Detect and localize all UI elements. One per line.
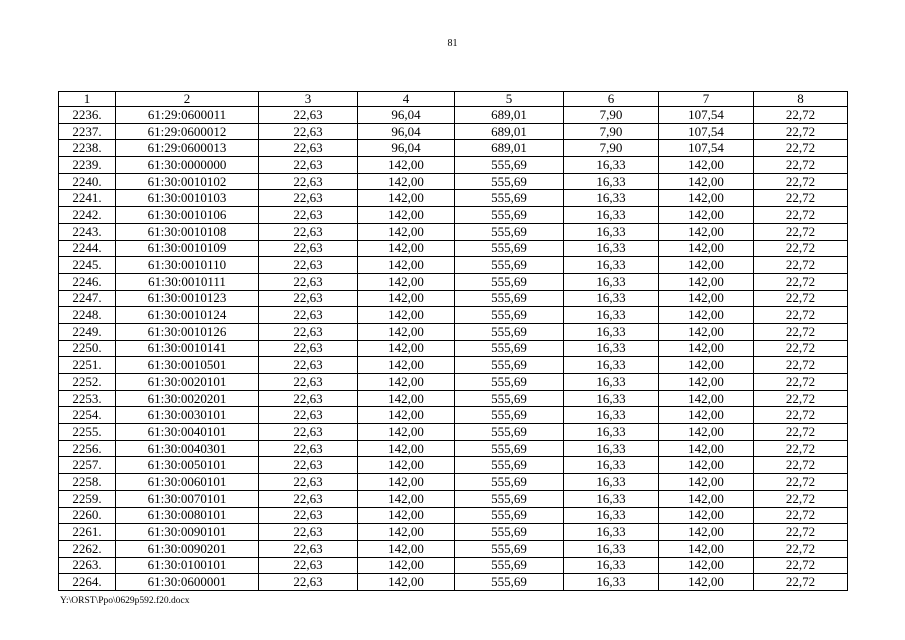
- table-cell: 7,90: [564, 107, 659, 124]
- table-header-row: [59, 92, 848, 107]
- table-cell: 555,69: [455, 574, 564, 591]
- table-cell: 61:30:0070101: [116, 490, 259, 507]
- table-cell: 22,72: [754, 507, 848, 524]
- table-row: [59, 390, 848, 407]
- table-cell: 61:30:0010110: [116, 257, 259, 274]
- table-cell: 2264.: [59, 574, 116, 591]
- table-cell: 107,54: [659, 140, 754, 157]
- table-cell: 555,69: [455, 323, 564, 340]
- table-cell: 2245.: [59, 257, 116, 274]
- table-cell: 142,00: [659, 323, 754, 340]
- table-cell: 142,00: [358, 407, 455, 424]
- table-cell: 61:30:0020101: [116, 374, 259, 391]
- table-cell: 22,72: [754, 340, 848, 357]
- table-row: [59, 507, 848, 524]
- table-cell: 142,00: [659, 424, 754, 441]
- table-cell: 142,00: [358, 157, 455, 174]
- table-cell: 22,63: [259, 290, 358, 307]
- table-cell: 2260.: [59, 507, 116, 524]
- table-cell: 16,33: [564, 357, 659, 374]
- table-cell: 142,00: [659, 507, 754, 524]
- table-cell: 555,69: [455, 424, 564, 441]
- table-cell: 16,33: [564, 557, 659, 574]
- table-cell: 22,72: [754, 173, 848, 190]
- table-cell: 142,00: [358, 290, 455, 307]
- column-header: 7: [659, 92, 754, 107]
- table-cell: 2242.: [59, 207, 116, 224]
- table-cell: 61:30:0030101: [116, 407, 259, 424]
- table-cell: 142,00: [358, 207, 455, 224]
- table-cell: 22,63: [259, 524, 358, 541]
- table-cell: 555,69: [455, 223, 564, 240]
- table-row: [59, 257, 848, 274]
- table-cell: 22,72: [754, 490, 848, 507]
- table-cell: 16,33: [564, 257, 659, 274]
- table-cell: 2237.: [59, 123, 116, 140]
- table-cell: 22,63: [259, 173, 358, 190]
- table-cell: 22,72: [754, 223, 848, 240]
- table-cell: 61:30:0050101: [116, 457, 259, 474]
- table-cell: 142,00: [358, 507, 455, 524]
- table-row: [59, 524, 848, 541]
- table-cell: 22,72: [754, 273, 848, 290]
- table-cell: 142,00: [659, 273, 754, 290]
- table-cell: 61:29:0600012: [116, 123, 259, 140]
- table-cell: 555,69: [455, 490, 564, 507]
- table-row: [59, 557, 848, 574]
- table-cell: 16,33: [564, 340, 659, 357]
- page-number: 81: [447, 38, 458, 49]
- table-cell: 61:30:0090201: [116, 540, 259, 557]
- table-cell: 142,00: [358, 340, 455, 357]
- table-cell: 61:30:0010106: [116, 207, 259, 224]
- table-cell: 16,33: [564, 540, 659, 557]
- table-cell: 555,69: [455, 190, 564, 207]
- table-cell: 689,01: [455, 140, 564, 157]
- table-cell: 16,33: [564, 240, 659, 257]
- table-cell: 2243.: [59, 223, 116, 240]
- table-cell: 22,72: [754, 307, 848, 324]
- table-cell: 555,69: [455, 474, 564, 491]
- table-cell: 22,63: [259, 140, 358, 157]
- table-cell: 142,00: [358, 357, 455, 374]
- table-row: [59, 357, 848, 374]
- table-cell: 142,00: [659, 474, 754, 491]
- table-cell: 689,01: [455, 123, 564, 140]
- table-cell: 107,54: [659, 107, 754, 124]
- table-cell: 142,00: [358, 440, 455, 457]
- table-row: [59, 157, 848, 174]
- table-cell: 16,33: [564, 524, 659, 541]
- table-row: [59, 474, 848, 491]
- table-cell: 22,72: [754, 574, 848, 591]
- table-cell: 22,72: [754, 390, 848, 407]
- table-cell: 22,63: [259, 123, 358, 140]
- table-cell: 22,63: [259, 357, 358, 374]
- table-cell: 22,63: [259, 273, 358, 290]
- table-cell: 16,33: [564, 407, 659, 424]
- table-cell: 142,00: [659, 223, 754, 240]
- table-cell: 2246.: [59, 273, 116, 290]
- table-cell: 107,54: [659, 123, 754, 140]
- table-cell: 16,33: [564, 390, 659, 407]
- table-cell: 2258.: [59, 474, 116, 491]
- table-cell: 2251.: [59, 357, 116, 374]
- table-cell: 22,72: [754, 424, 848, 441]
- table-cell: 22,63: [259, 557, 358, 574]
- table-cell: 555,69: [455, 390, 564, 407]
- table-cell: 142,00: [659, 240, 754, 257]
- column-header: 1: [59, 92, 116, 107]
- table-cell: 142,00: [358, 223, 455, 240]
- table-cell: 2256.: [59, 440, 116, 457]
- table-row: [59, 207, 848, 224]
- table-cell: 61:29:0600013: [116, 140, 259, 157]
- table-cell: 61:30:0010124: [116, 307, 259, 324]
- table-row: [59, 123, 848, 140]
- table-cell: 142,00: [358, 190, 455, 207]
- table-cell: 96,04: [358, 140, 455, 157]
- table-cell: 142,00: [659, 257, 754, 274]
- table-cell: 16,33: [564, 207, 659, 224]
- table-cell: 142,00: [659, 524, 754, 541]
- table-cell: 22,63: [259, 374, 358, 391]
- table-cell: 555,69: [455, 340, 564, 357]
- data-table: [58, 91, 848, 591]
- table-cell: 142,00: [358, 540, 455, 557]
- table-cell: 22,63: [259, 223, 358, 240]
- table-cell: 22,72: [754, 123, 848, 140]
- table-cell: 16,33: [564, 374, 659, 391]
- table-cell: 61:30:0010109: [116, 240, 259, 257]
- table-row: [59, 223, 848, 240]
- table-cell: 555,69: [455, 273, 564, 290]
- table-cell: 142,00: [659, 357, 754, 374]
- table-row: [59, 173, 848, 190]
- table-cell: 142,00: [659, 173, 754, 190]
- table-cell: 142,00: [659, 207, 754, 224]
- table-body: [59, 107, 848, 591]
- table-cell: 555,69: [455, 507, 564, 524]
- table-cell: 7,90: [564, 123, 659, 140]
- table-cell: 2236.: [59, 107, 116, 124]
- table-row: [59, 540, 848, 557]
- table-cell: 61:30:0010501: [116, 357, 259, 374]
- table-cell: 16,33: [564, 173, 659, 190]
- table-cell: 16,33: [564, 490, 659, 507]
- table-cell: 22,63: [259, 440, 358, 457]
- table-cell: 61:30:0060101: [116, 474, 259, 491]
- table-cell: 61:30:0010126: [116, 323, 259, 340]
- table-cell: 7,90: [564, 140, 659, 157]
- table-cell: 61:30:0080101: [116, 507, 259, 524]
- table-cell: 142,00: [659, 557, 754, 574]
- table-cell: 142,00: [358, 173, 455, 190]
- table-cell: 555,69: [455, 407, 564, 424]
- table-cell: 555,69: [455, 374, 564, 391]
- table-cell: 142,00: [659, 490, 754, 507]
- table-cell: 2240.: [59, 173, 116, 190]
- table-cell: 22,72: [754, 190, 848, 207]
- table-cell: 16,33: [564, 273, 659, 290]
- table-cell: 61:30:0020201: [116, 390, 259, 407]
- table-cell: 22,72: [754, 240, 848, 257]
- table-cell: 142,00: [358, 557, 455, 574]
- table-cell: 16,33: [564, 190, 659, 207]
- table-row: [59, 490, 848, 507]
- table-row: [59, 307, 848, 324]
- table-cell: 22,72: [754, 140, 848, 157]
- table-row: [59, 190, 848, 207]
- table-cell: 16,33: [564, 223, 659, 240]
- table-cell: 2253.: [59, 390, 116, 407]
- table-cell: 555,69: [455, 257, 564, 274]
- table-cell: 61:30:0010102: [116, 173, 259, 190]
- table-cell: 555,69: [455, 457, 564, 474]
- table-cell: 555,69: [455, 240, 564, 257]
- table-cell: 555,69: [455, 557, 564, 574]
- column-header: 6: [564, 92, 659, 107]
- table-cell: 2247.: [59, 290, 116, 307]
- table-cell: 61:30:0010111: [116, 273, 259, 290]
- table-cell: 61:30:0090101: [116, 524, 259, 541]
- table-cell: 22,72: [754, 440, 848, 457]
- table-row: [59, 374, 848, 391]
- table-cell: 61:30:0010123: [116, 290, 259, 307]
- table-cell: 2262.: [59, 540, 116, 557]
- table-cell: 555,69: [455, 290, 564, 307]
- table-cell: 22,63: [259, 424, 358, 441]
- table-cell: 22,72: [754, 457, 848, 474]
- table-cell: 142,00: [659, 374, 754, 391]
- table-cell: 22,63: [259, 240, 358, 257]
- table-cell: 22,63: [259, 457, 358, 474]
- table-cell: 22,72: [754, 524, 848, 541]
- table-cell: 142,00: [358, 457, 455, 474]
- table-cell: 22,63: [259, 540, 358, 557]
- table-cell: 16,33: [564, 574, 659, 591]
- table-cell: 555,69: [455, 357, 564, 374]
- table-cell: 22,63: [259, 307, 358, 324]
- table-cell: 142,00: [358, 240, 455, 257]
- table-cell: 22,63: [259, 574, 358, 591]
- table-cell: 555,69: [455, 524, 564, 541]
- table-cell: 16,33: [564, 307, 659, 324]
- table-row: [59, 273, 848, 290]
- table-row: [59, 107, 848, 124]
- table-cell: 142,00: [358, 273, 455, 290]
- footer-file-path: Y:\ORST\Ppo\0629p592.f20.docx: [60, 596, 190, 606]
- table-cell: 555,69: [455, 207, 564, 224]
- table-cell: 96,04: [358, 107, 455, 124]
- table-cell: 142,00: [358, 490, 455, 507]
- table-cell: 142,00: [358, 524, 455, 541]
- table-cell: 142,00: [659, 157, 754, 174]
- table-row: [59, 140, 848, 157]
- table-cell: 555,69: [455, 440, 564, 457]
- table-cell: 142,00: [659, 407, 754, 424]
- table-cell: 555,69: [455, 157, 564, 174]
- table-cell: 142,00: [358, 257, 455, 274]
- column-header: 8: [754, 92, 848, 107]
- table-cell: 142,00: [358, 323, 455, 340]
- table-cell: 22,72: [754, 290, 848, 307]
- table-cell: 142,00: [659, 290, 754, 307]
- table-cell: 2261.: [59, 524, 116, 541]
- table-cell: 61:30:0100101: [116, 557, 259, 574]
- table-cell: 142,00: [659, 307, 754, 324]
- table-cell: 96,04: [358, 123, 455, 140]
- table-cell: 555,69: [455, 540, 564, 557]
- table-cell: 142,00: [659, 440, 754, 457]
- table-cell: 142,00: [358, 307, 455, 324]
- table-cell: 61:30:0040301: [116, 440, 259, 457]
- table-cell: 16,33: [564, 474, 659, 491]
- table-row: [59, 424, 848, 441]
- table-cell: 16,33: [564, 440, 659, 457]
- table-cell: 22,63: [259, 157, 358, 174]
- table-cell: 142,00: [659, 457, 754, 474]
- table-cell: 2257.: [59, 457, 116, 474]
- table-cell: 2239.: [59, 157, 116, 174]
- table-cell: 16,33: [564, 507, 659, 524]
- table-cell: 2254.: [59, 407, 116, 424]
- table-cell: 22,63: [259, 190, 358, 207]
- table-cell: 22,72: [754, 323, 848, 340]
- table-row: [59, 240, 848, 257]
- table-cell: 16,33: [564, 424, 659, 441]
- table-cell: 2263.: [59, 557, 116, 574]
- table-cell: 61:30:0010141: [116, 340, 259, 357]
- table-cell: 22,63: [259, 340, 358, 357]
- table-row: [59, 457, 848, 474]
- table-cell: 61:30:0010103: [116, 190, 259, 207]
- table-cell: 2255.: [59, 424, 116, 441]
- table-cell: 61:29:0600011: [116, 107, 259, 124]
- table-cell: 22,72: [754, 357, 848, 374]
- table-cell: 2259.: [59, 490, 116, 507]
- table-cell: 142,00: [659, 390, 754, 407]
- column-header: 2: [116, 92, 259, 107]
- table-cell: 61:30:0040101: [116, 424, 259, 441]
- table-cell: 142,00: [659, 340, 754, 357]
- table-cell: 22,63: [259, 407, 358, 424]
- table-cell: 22,72: [754, 107, 848, 124]
- table-cell: 142,00: [358, 374, 455, 391]
- table-cell: 2249.: [59, 323, 116, 340]
- table-cell: 22,63: [259, 507, 358, 524]
- table-cell: 2238.: [59, 140, 116, 157]
- table-cell: 22,63: [259, 323, 358, 340]
- table-cell: 22,72: [754, 407, 848, 424]
- table-row: [59, 340, 848, 357]
- table-cell: 16,33: [564, 457, 659, 474]
- table-cell: 689,01: [455, 107, 564, 124]
- table-cell: 2241.: [59, 190, 116, 207]
- table-cell: 142,00: [358, 390, 455, 407]
- table-cell: 61:30:0000000: [116, 157, 259, 174]
- table-row: [59, 407, 848, 424]
- table-cell: 22,72: [754, 557, 848, 574]
- table-cell: 22,63: [259, 390, 358, 407]
- table-row: [59, 574, 848, 591]
- table-cell: 2250.: [59, 340, 116, 357]
- table-cell: 142,00: [358, 474, 455, 491]
- table-cell: 61:30:0010108: [116, 223, 259, 240]
- table-cell: 61:30:0600001: [116, 574, 259, 591]
- table-cell: 2252.: [59, 374, 116, 391]
- table-cell: 22,72: [754, 257, 848, 274]
- table-cell: 16,33: [564, 290, 659, 307]
- table-row: [59, 290, 848, 307]
- table-cell: 22,63: [259, 207, 358, 224]
- table-row: [59, 323, 848, 340]
- table-cell: 22,63: [259, 107, 358, 124]
- table-cell: 555,69: [455, 173, 564, 190]
- table-cell: 142,00: [659, 574, 754, 591]
- table-cell: 22,72: [754, 207, 848, 224]
- table-cell: 142,00: [659, 540, 754, 557]
- table-cell: 22,72: [754, 374, 848, 391]
- table-cell: 22,63: [259, 490, 358, 507]
- table-cell: 16,33: [564, 157, 659, 174]
- table-cell: 22,63: [259, 474, 358, 491]
- table-cell: 16,33: [564, 323, 659, 340]
- table-row: [59, 440, 848, 457]
- column-header: 5: [455, 92, 564, 107]
- table-cell: 555,69: [455, 307, 564, 324]
- table-cell: 142,00: [358, 424, 455, 441]
- table-cell: 142,00: [659, 190, 754, 207]
- table-cell: 22,72: [754, 474, 848, 491]
- table-cell: 22,72: [754, 540, 848, 557]
- table-cell: 22,63: [259, 257, 358, 274]
- table-cell: 142,00: [358, 574, 455, 591]
- column-header: 3: [259, 92, 358, 107]
- table-cell: 22,72: [754, 157, 848, 174]
- table-cell: 2244.: [59, 240, 116, 257]
- column-header: 4: [358, 92, 455, 107]
- table-cell: 2248.: [59, 307, 116, 324]
